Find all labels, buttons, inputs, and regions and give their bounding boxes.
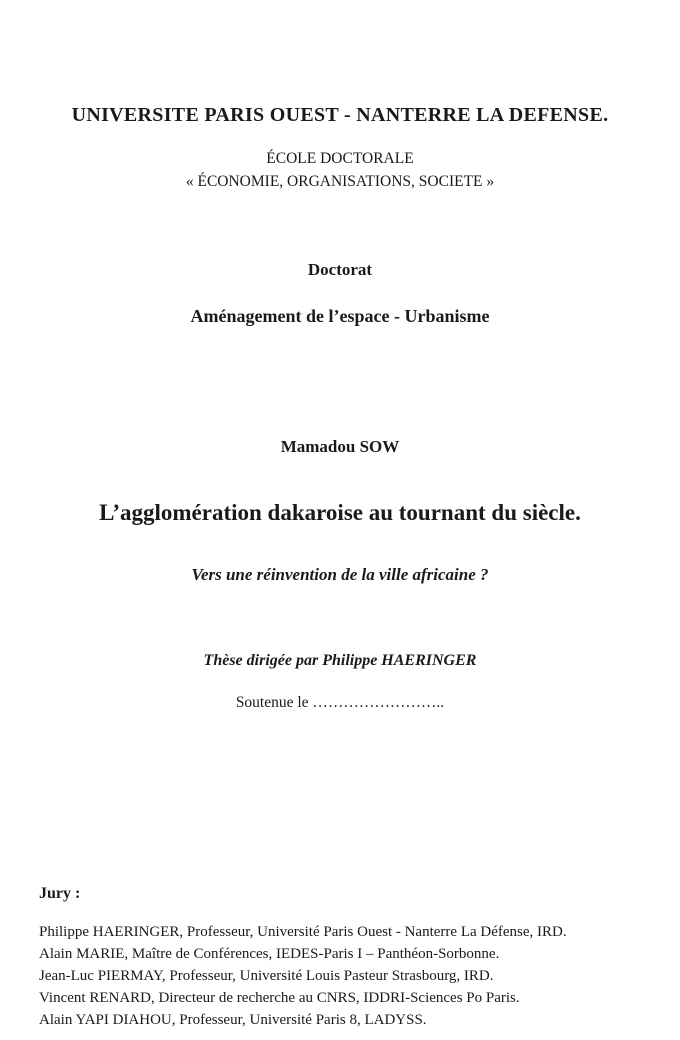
thesis-supervisor-line: Thèse dirigée par Philippe HAERINGER [203, 652, 477, 669]
doctoral-school-specialty: « ÉCONOMIE, ORGANISATIONS, SOCIETE » [185, 173, 495, 190]
defense-date-line: Soutenue le …………………….. [235, 694, 445, 711]
jury-list [39, 921, 659, 1031]
degree-label: Doctorat [307, 260, 373, 279]
jury-member: Alain YAPI DIAHOU, Professeur, Université Paris 8, LADYSS. [39, 1012, 427, 1028]
thesis-title: L’agglomération dakaroise au tournant du siècle. [99, 500, 581, 525]
thesis-subtitle: Vers une réinvention de la ville africaine ? [191, 565, 489, 584]
author-name: Mamadou SOW [280, 437, 400, 456]
university-name: UNIVERSITE PARIS OUEST - NANTERRE LA DEFENSE. [71, 104, 609, 126]
jury-member: Alain MARIE, Maître de Conférences, IEDES-Paris I – Panthéon-Sorbonne. [39, 946, 500, 962]
jury-member: Vincent RENARD, Directeur de recherche au CNRS, IDDRI-Sciences Po Paris. [39, 990, 520, 1006]
doctoral-school-name: ÉCOLE DOCTORALE [266, 150, 414, 167]
discipline-label: Aménagement de l’espace - Urbanisme [190, 306, 490, 326]
jury-member: Philippe HAERINGER, Professeur, Université Paris Ouest - Nanterre La Défense, IRD. [39, 924, 567, 940]
jury-member: Jean-Luc PIERMAY, Professeur, Université Louis Pasteur Strasbourg, IRD. [39, 968, 494, 984]
jury-heading: Jury : [39, 885, 81, 902]
